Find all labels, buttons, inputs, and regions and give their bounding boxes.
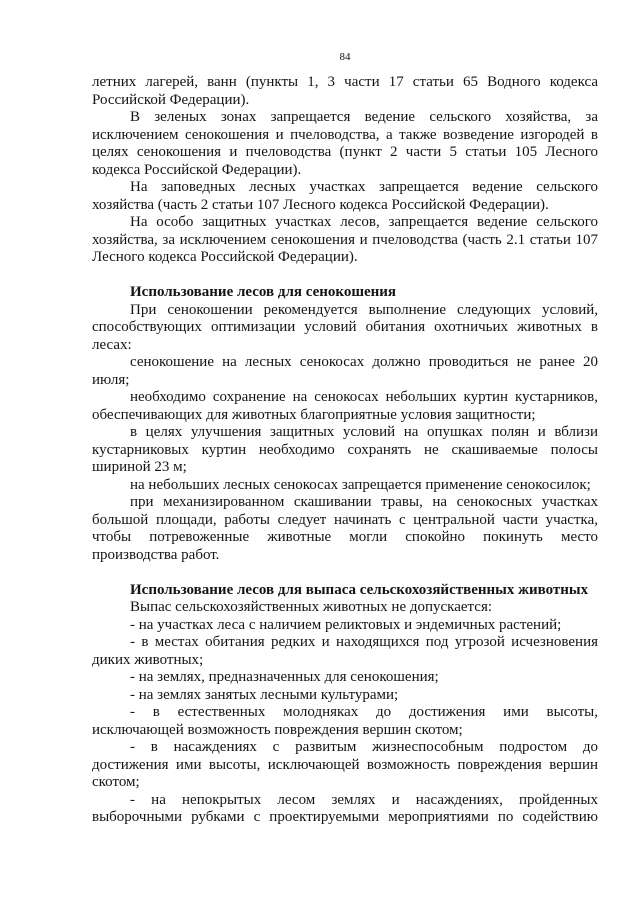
paragraph [92,599,598,617]
paragraph [92,354,598,389]
paragraph-line: способствующих оптимизации условий обитания охотничьих животных в [92,319,598,335]
paragraph-line: при механизированном скашивании травы, на сенокосных участках [130,494,598,510]
paragraph [92,704,598,739]
paragraph [92,424,598,477]
paragraph-line: в целях улучшения защитных условий на опушках полян и вблизи [130,424,598,440]
paragraph [92,687,598,705]
paragraph-line: - на землях, предназначенных для сенокошения; [130,669,439,685]
paragraph-line: необходимо сохранение на сенокосах небольших куртин кустарников, [130,389,598,405]
paragraph-line: кодекса Российской Федерации). [92,161,302,178]
paragraph-line: - на непокрытых лесом землях и насаждениях, пройденных [130,791,598,808]
page-number: 84 [339,51,351,63]
paragraph-line: лесах: [92,336,132,353]
paragraph-line: кустарниковых куртин необходимо сохранять не скашиваемые полосы [92,441,598,458]
paragraph-line: большой площади, работы следует начинать с центральной части участка, [92,511,598,528]
paragraph-line: достижения ими высоты, исключающей возможность повреждения вершин [92,756,598,773]
paragraph-line: сенокошение на лесных сенокосах должно проводиться не ранее 20 [130,354,598,370]
paragraph-line: Выпас сельскохозяйственных животных не допускается: [130,599,493,615]
document-body [92,74,598,827]
paragraph-line: - на участках леса с наличием реликтовых и эндемичных растений; [130,616,562,633]
paragraph-line: обеспечивающих для животных благоприятные условия защитности; [92,406,536,423]
paragraph-line: исключающей возможность повреждения вершин скотом; [92,721,463,738]
paragraph-line: Российской Федерации). [92,91,250,108]
paragraph [92,739,598,792]
paragraph-line: скотом; [92,774,140,790]
paragraph [92,179,598,214]
paragraph-line: При сенокошении рекомендуется выполнение следующих условий, [130,301,598,318]
paragraph-line: исключением сенокошения и пчеловодства, а также возведение изгородей в [92,126,598,143]
paragraph [92,74,598,109]
blank-line [92,564,598,582]
paragraph-line: - в естественных молодняках до достижения ими высоты, [130,704,598,720]
paragraph-line: хозяйства (часть 2 статьи 107 Лесного кодекса Российской Федерации). [92,196,549,213]
paragraph-line: - в насаждениях с развитым жизнеспособным подростом до [130,739,598,755]
paragraph-line: - на землях занятых лесными культурами; [130,686,399,703]
paragraph-line: диких животных; [92,651,204,668]
section-heading: Использование лесов для выпаса сельскохозяйственных животных [130,581,589,598]
paragraph [92,494,598,564]
blank-line [92,267,598,285]
paragraph-line: июля; [92,371,130,388]
paragraph-line: целях сенокошения и пчеловодства (пункт 2 части 5 статьи 105 Лесного [92,144,598,160]
paragraph [92,389,598,424]
paragraph-line: В зеленых зонах запрещается ведение сельского хозяйства, за [130,109,598,125]
paragraph [92,302,598,355]
paragraph-line: На особо защитных участках лесов, запрещается ведение сельского [130,214,598,230]
paragraph-line: Лесного кодекса Российской Федерации). [92,249,358,265]
paragraph-line: производства работ. [92,546,220,563]
paragraph-line: летних лагерей, ванн (пункты 1, 3 части 17 статьи 65 Водного кодекса [92,74,598,90]
paragraph-line: На заповедных лесных участках запрещается ведение сельского [130,179,598,195]
section-heading: Использование лесов для сенокошения [130,284,397,300]
paragraph-line: выборочными рубками с проектируемыми мероприятиями по содействию [92,809,598,825]
paragraph-line: хозяйства, за исключением сенокошения и пчеловодства (часть 2.1 статьи 107 [92,231,598,248]
paragraph [92,792,598,827]
paragraph [92,109,598,179]
paragraph [92,634,598,669]
paragraph [92,477,598,495]
paragraph [92,669,598,687]
paragraph-line: чтобы потревоженные животные могли спокойно покинуть место [92,529,598,545]
paragraph [92,214,598,267]
paragraph-line: - в местах обитания редких и находящихся под угрозой исчезновения [130,634,598,650]
paragraph-line: на небольших лесных сенокосах запрещается применение сенокосилок; [130,476,591,493]
paragraph [92,617,598,635]
paragraph-line: шириной 23 м; [92,459,187,475]
